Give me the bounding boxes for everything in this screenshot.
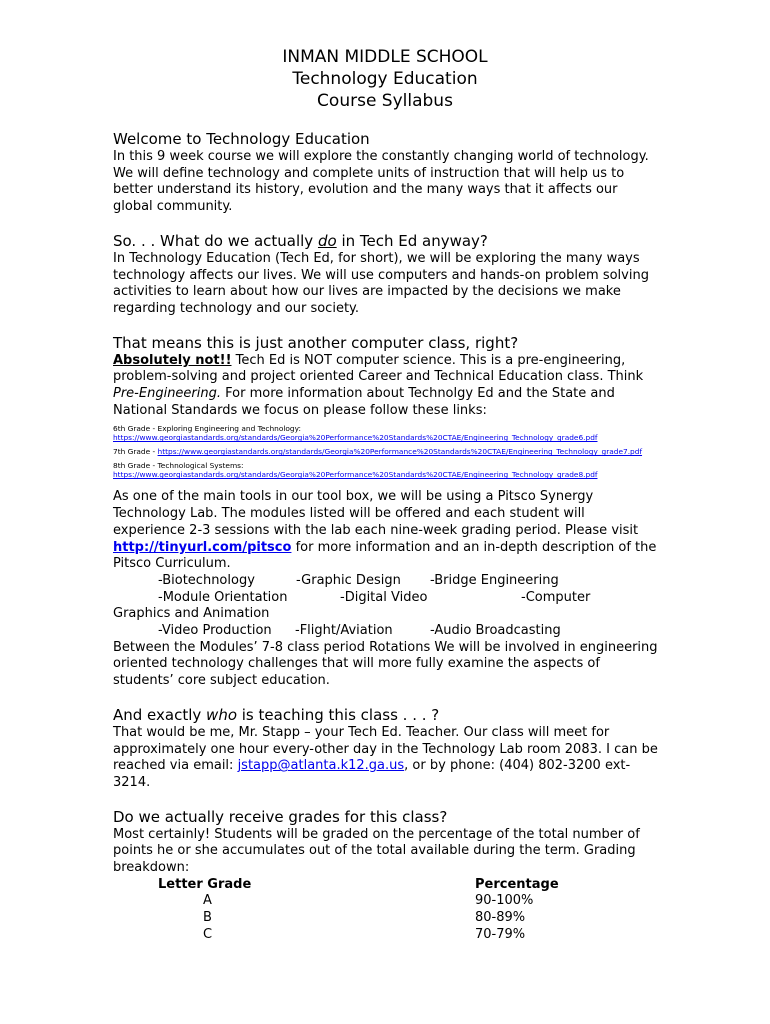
module-item: -Bridge Engineering bbox=[430, 572, 559, 588]
link-label: 7th Grade - bbox=[113, 447, 158, 457]
document-title bbox=[0, 46, 770, 112]
what-heading-part: in Tech Ed anyway? bbox=[336, 231, 488, 250]
percent-cell: 80-89% bbox=[475, 910, 526, 926]
teacher-heading-emphasis: who bbox=[206, 705, 237, 724]
module-item: -Graphic Design bbox=[296, 572, 401, 588]
welcome-heading: Welcome to Technology Education bbox=[113, 130, 370, 148]
teacher-text-part: , or by phone: (404) 802-3200 ext-3214. bbox=[113, 758, 631, 790]
module-item: Graphics and Animation bbox=[113, 606, 270, 622]
percent-cell: 90-100% bbox=[475, 893, 534, 909]
table-row bbox=[113, 910, 559, 927]
letter-cell: B bbox=[203, 910, 212, 926]
grading-table bbox=[113, 877, 559, 944]
table-row bbox=[113, 927, 559, 944]
link-label: 8th Grade - Technological Systems: bbox=[113, 461, 244, 471]
letter-cell: C bbox=[203, 926, 213, 942]
module-item: -Digital Video bbox=[340, 589, 428, 605]
module-item: -Audio Broadcasting bbox=[430, 623, 561, 639]
teacher-heading-part: is teaching this class . . . ? bbox=[237, 705, 440, 724]
what-heading-part: So. . . What do we actually bbox=[113, 231, 318, 250]
teacher-email-link[interactable]: jstapp@atlanta.k12.ga.us bbox=[237, 758, 405, 774]
grade7-standards-link[interactable]: https://www.georgiastandards.org/standards/Georgia%20Performance%20Standards%20CTAE/Engineering_Technology_grade7.pdf bbox=[157, 447, 643, 457]
teacher-text-part: That would be me, Mr. Stapp – your Tech Ed. Teacher. Our class will meet for approximately one hour every-other day in the Technology Lab room 2083. I can be reached via email: bbox=[113, 724, 658, 774]
computer-class-text-part: For more information about Technolgy Ed and the State and National Standards we focus on please follow these links: bbox=[113, 386, 615, 418]
school-name: INMAN MIDDLE SCHOOL bbox=[282, 47, 488, 67]
lab-text-part: for more information and an in-depth description of the Pitsco Curriculum. bbox=[113, 539, 657, 572]
pre-engineering-emphasis: Pre-Engineering. bbox=[113, 386, 222, 402]
table-header-row bbox=[113, 877, 559, 894]
grade8-standards-link[interactable]: https://www.georgiastandards.org/standards/Georgia%20Performance%20Standards%20CTAE/Engineering_Technology_grade8.pdf bbox=[113, 470, 598, 480]
lab-text-part: As one of the main tools in our tool box, we will be using a Pitsco Synergy Technology Lab. The modules listed will be offered and each student will experience 2-3 sessions with the lab each nine-week grading period. Please visit bbox=[113, 489, 639, 538]
percentage-header: Percentage bbox=[475, 876, 559, 892]
module-item: -Flight/Aviation bbox=[295, 623, 393, 639]
grades-text: Most certainly! Students will be graded on the percentage of the total number of points he or she accumulates out of the total available during the term. Grading breakdown: bbox=[113, 826, 640, 876]
what-heading bbox=[113, 231, 658, 251]
computer-class-heading: That means this is just another computer class, right? bbox=[113, 333, 519, 352]
pitsco-link[interactable]: http://tinyurl.com/pitsco bbox=[113, 539, 292, 555]
table-row bbox=[113, 893, 559, 910]
what-heading-emphasis: do bbox=[317, 231, 337, 250]
rotation-text: Between the Modules’ 7-8 class period Rotations We will be involved in engineering oriented technology challenges that will more fully examine the aspects of students’ core subject education. bbox=[113, 639, 658, 689]
module-item: -Computer bbox=[521, 589, 591, 605]
grades-heading: Do we actually receive grades for this class? bbox=[113, 807, 448, 826]
teacher-heading bbox=[113, 705, 658, 725]
module-row bbox=[113, 623, 658, 640]
teacher-heading-part: And exactly bbox=[113, 705, 207, 724]
what-text: In Technology Education (Tech Ed, for short), we will be exploring the many ways technology affects our lives. We will use computers and hands-on problem solving activities to learn about how our lives are impacted by the decisions we make regarding technology and our society. bbox=[113, 250, 649, 316]
welcome-text: In this 9 week course we will explore the constantly changing world of technology. We will define technology and complete units of instruction that will help us to better understand its history, evolution and the many ways that it affects our global community. bbox=[113, 149, 649, 215]
subject-name: Technology Education bbox=[292, 69, 478, 89]
syllabus-body bbox=[113, 129, 658, 944]
standards-link-grade8 bbox=[113, 461, 658, 479]
module-item: -Module Orientation bbox=[158, 589, 288, 605]
computer-class-text bbox=[113, 353, 658, 420]
module-row bbox=[113, 573, 658, 590]
standards-link-grade6 bbox=[113, 424, 658, 442]
percent-cell: 70-79% bbox=[475, 926, 526, 942]
link-label: 6th Grade - Exploring Engineering and Technology: bbox=[113, 424, 301, 434]
computer-class-text-part: Tech Ed is NOT computer science. This is a pre-engineering, problem-solving and project oriented Career and Technical Education class. Think bbox=[113, 352, 644, 385]
letter-grade-header: Letter Grade bbox=[158, 876, 252, 892]
module-row bbox=[113, 590, 658, 607]
module-item: -Video Production bbox=[158, 623, 272, 639]
grade6-standards-link[interactable]: https://www.georgiastandards.org/standards/Georgia%20Performance%20Standards%20CTAE/Engineering_Technology_grade6.pdf bbox=[113, 433, 598, 443]
letter-cell: A bbox=[203, 893, 212, 909]
absolutely-not-emphasis: Absolutely not!! bbox=[113, 352, 232, 368]
teacher-text bbox=[113, 725, 658, 792]
module-item: -Biotechnology bbox=[158, 572, 255, 588]
lab-text bbox=[113, 489, 658, 573]
document-type: Course Syllabus bbox=[317, 91, 453, 111]
standards-link-grade7 bbox=[113, 447, 658, 456]
